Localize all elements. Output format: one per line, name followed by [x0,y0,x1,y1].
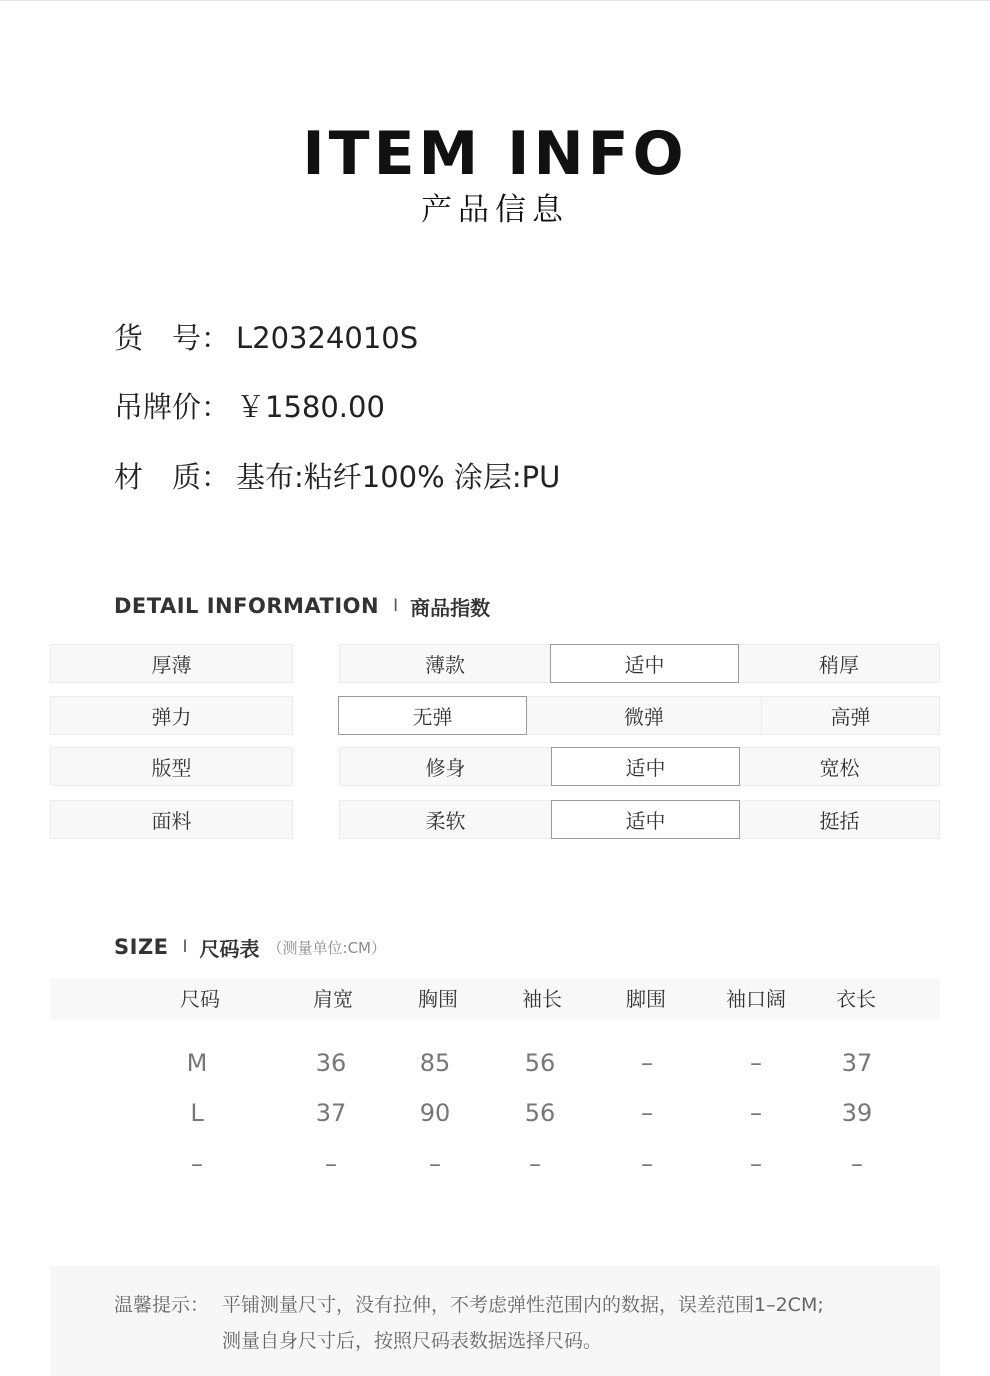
size-row-empty-chest: – [429,1150,441,1178]
size-row-m-chest: 85 [419,1049,451,1077]
size-title-en: SIZE [114,935,169,959]
detail-section-heading [114,591,490,621]
material-value: 基布:粘纤100% 涂层:PU [236,460,561,494]
size-row-l-sleeve: 56 [524,1099,556,1127]
size-row-m-cuff: – [750,1049,762,1077]
size-row-m-sleeve: 56 [524,1049,556,1077]
detail-divider: I [393,596,399,616]
page-title-en: ITEM INFO [302,119,688,189]
item-number-label: 货 号： [114,321,231,355]
size-header-shoulder: 肩宽 [313,987,353,1011]
detail-option-thick: 稍厚 [738,644,940,683]
size-row-empty-hem: – [641,1150,653,1178]
detail-option-no-stretch-selected: 无弹 [338,696,527,735]
tip-box [50,1266,940,1376]
item-number-row [114,318,418,358]
detail-row-thickness-name: 厚薄 [50,644,293,683]
size-row-l-cuff: – [750,1099,762,1127]
size-row-l-chest: 90 [419,1099,451,1127]
page-title-cn: 产品信息 [421,192,569,228]
detail-option-thickness-medium-selected: 适中 [550,644,739,683]
size-header-size: 尺码 [180,987,220,1011]
size-unit-note: （测量单位:CM） [267,938,387,957]
detail-option-fabric-medium-selected: 适中 [551,800,740,839]
size-header-sleeve: 袖长 [522,987,562,1011]
top-divider [0,0,990,1]
size-row-empty-cuff: – [750,1150,762,1178]
size-row-m-length: 37 [841,1049,873,1077]
size-row-empty-length: – [851,1150,863,1178]
tag-price-row [114,387,385,427]
detail-option-stiff: 挺括 [739,800,940,839]
size-row-l-length: 39 [841,1099,873,1127]
detail-option-fit-regular-selected: 适中 [551,747,740,786]
size-divider: I [182,937,188,957]
detail-option-high-stretch: 高弹 [761,696,940,735]
detail-title-en: DETAIL INFORMATION [114,594,380,618]
detail-option-thin: 薄款 [339,644,551,683]
detail-row-fit-name: 版型 [50,747,293,786]
tag-price-value: ￥1580.00 [236,390,385,424]
detail-title-cn: 商品指数 [410,595,491,620]
material-label: 材 质： [114,460,231,494]
item-number-value: L20324010S [236,321,419,355]
size-header-hem: 脚围 [626,987,666,1011]
size-row-m-hem: – [641,1049,653,1077]
size-row-l-hem: – [641,1099,653,1127]
size-row-l-size: L [190,1099,204,1127]
size-row-l-shoulder: 37 [315,1099,347,1127]
tip-line-2: 测量自身尺寸后，按照尺码表数据选择尺码。 [222,1330,603,1352]
detail-option-slim: 修身 [339,747,552,786]
size-row-m-shoulder: 36 [315,1049,347,1077]
detail-row-fabric-name: 面料 [50,800,293,839]
material-row [114,457,560,497]
size-row-m-size: M [186,1049,208,1077]
tip-label: 温馨提示： [114,1294,210,1316]
size-row-empty-shoulder: – [325,1150,337,1178]
size-header-length: 衣长 [836,987,876,1011]
size-row-empty-sleeve: – [529,1150,541,1178]
tag-price-label: 吊牌价： [114,390,231,424]
tip-line-1: 平铺测量尺寸，没有拉伸，不考虑弹性范围内的数据，误差范围1–2CM; [222,1294,824,1316]
size-section-heading [114,932,386,962]
detail-option-loose: 宽松 [739,747,940,786]
detail-option-slight-stretch: 微弹 [526,696,762,735]
size-header-cuff: 袖口阔 [726,987,786,1011]
detail-row-elasticity-name: 弹力 [50,696,293,735]
size-row-empty-size: – [191,1150,203,1178]
size-title-cn: 尺码表 [199,936,260,961]
size-header-chest: 胸围 [418,987,458,1011]
detail-option-soft: 柔软 [339,800,552,839]
